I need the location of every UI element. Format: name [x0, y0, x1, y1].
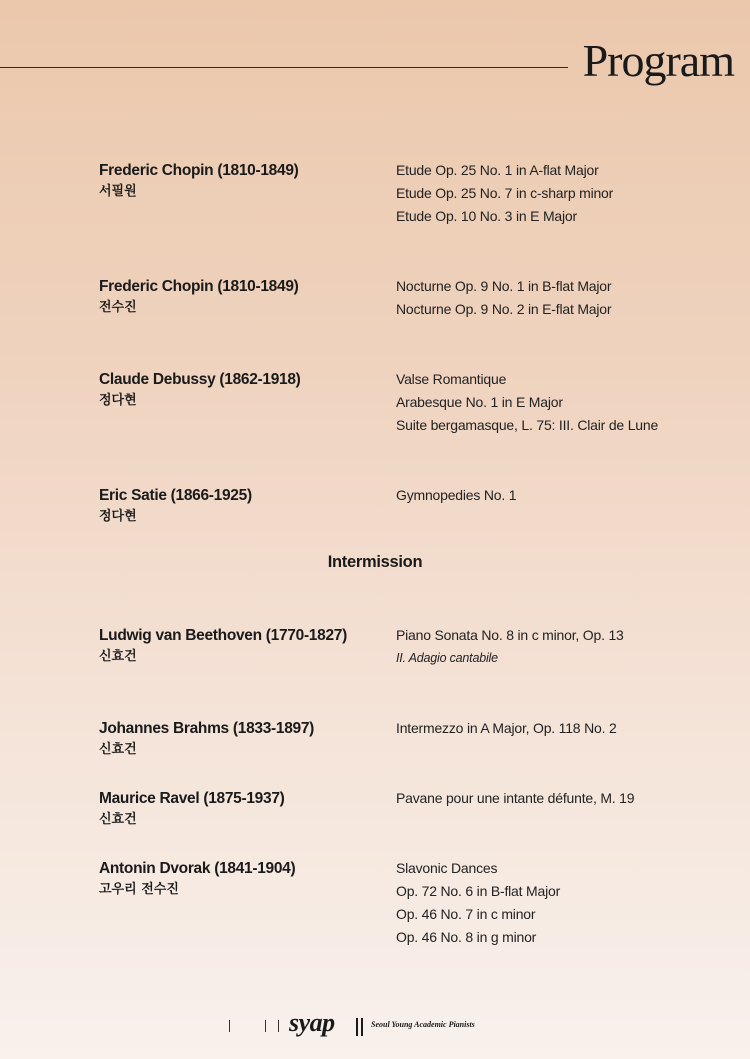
- performer-name: 서필원: [99, 184, 137, 199]
- footer-tagline: Seoul Young Academic Pianists: [371, 1020, 475, 1029]
- composer-name: Frederic Chopin (1810-1849): [99, 278, 299, 295]
- work-title: Gymnopedies No. 1: [396, 487, 517, 503]
- syap-logo: syap: [289, 1008, 335, 1037]
- footer-divider: [265, 1020, 266, 1032]
- composer-name: Claude Debussy (1862-1918): [99, 371, 301, 388]
- works-list: [396, 624, 624, 670]
- performer-name: 신효건: [99, 812, 137, 827]
- composer-name: Frederic Chopin (1810-1849): [99, 162, 299, 179]
- work-title: Nocturne Op. 9 No. 1 in B-flat Major: [396, 278, 612, 294]
- work-title: Op. 72 No. 6 in B-flat Major: [396, 883, 561, 899]
- work-title: Valse Romantique: [396, 371, 507, 387]
- work-title: Intermezzo in A Major, Op. 118 No. 2: [396, 720, 617, 736]
- works-list: [396, 787, 634, 810]
- works-list: [396, 484, 516, 507]
- logo-bar: [356, 1018, 358, 1036]
- performer-name: 신효건: [99, 742, 137, 757]
- title-rule: [0, 67, 568, 68]
- work-title: Suite bergamasque, L. 75: III. Clair de Lune: [396, 417, 659, 433]
- work-title: Arabesque No. 1 in E Major: [396, 394, 563, 410]
- composer-name: Eric Satie (1866-1925): [99, 487, 252, 504]
- logo-bar: [361, 1018, 363, 1036]
- movement-title: II. Adagio cantabile: [396, 651, 498, 665]
- performer-name: 전수진: [99, 300, 137, 315]
- work-title: Op. 46 No. 8 in g minor: [396, 929, 537, 945]
- performer-name: 정다현: [99, 509, 137, 524]
- performer-name: 정다현: [99, 393, 137, 408]
- composer-name: Ludwig van Beethoven (1770-1827): [99, 627, 347, 644]
- works-list: [396, 717, 617, 740]
- composer-name: Antonin Dvorak (1841-1904): [99, 860, 296, 877]
- works-list: [396, 275, 611, 321]
- performer-name: 고우리 전수진: [99, 882, 179, 897]
- work-title: Pavane pour une intante défunte, M. 19: [396, 790, 635, 806]
- footer: [0, 1008, 750, 1044]
- performer-name: 신효건: [99, 649, 137, 664]
- intermission-label: Intermission: [327, 553, 423, 571]
- work-title: Slavonic Dances: [396, 860, 498, 876]
- work-title: Nocturne Op. 9 No. 2 in E-flat Major: [396, 301, 612, 317]
- works-list: [396, 159, 613, 228]
- work-title: Op. 46 No. 7 in c minor: [396, 906, 536, 922]
- work-title: Etude Op. 25 No. 1 in A-flat Major: [396, 162, 599, 178]
- page-title: Program: [582, 35, 734, 86]
- footer-divider: [278, 1020, 279, 1032]
- work-title: Piano Sonata No. 8 in c minor, Op. 13: [396, 627, 624, 643]
- works-list: [396, 857, 560, 949]
- composer-name: Johannes Brahms (1833-1897): [99, 720, 315, 737]
- work-title: Etude Op. 25 No. 7 in c-sharp minor: [396, 185, 614, 201]
- works-list: [396, 368, 658, 437]
- work-title: Etude Op. 10 No. 3 in E Major: [396, 208, 577, 224]
- composer-name: Maurice Ravel (1875-1937): [99, 790, 285, 807]
- footer-divider: [229, 1020, 230, 1032]
